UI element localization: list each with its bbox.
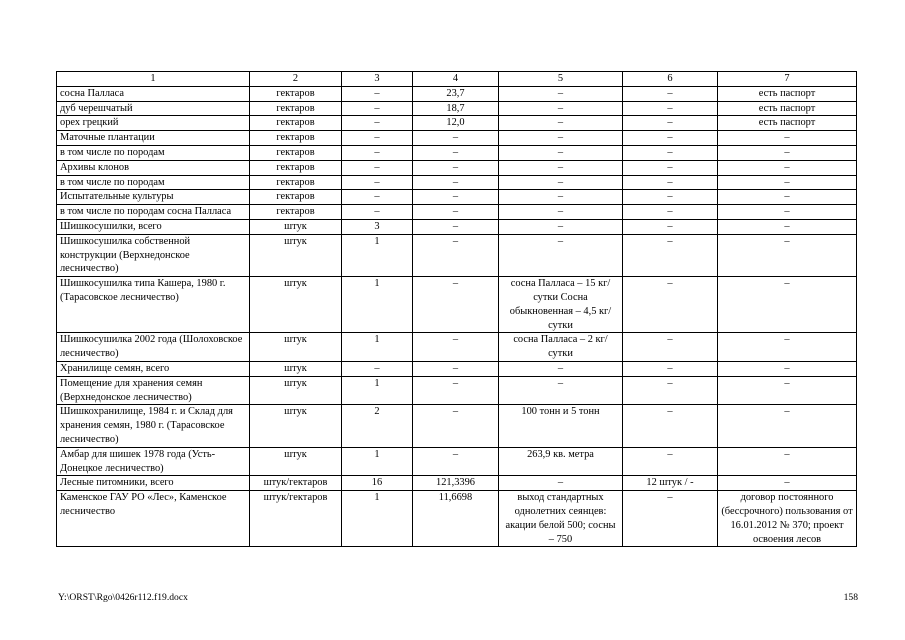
- table-row: [57, 205, 857, 220]
- table-cell: –: [718, 175, 857, 190]
- table-cell: Шишкосушилка собственной конструкции (Верхнедонское лесничество): [57, 234, 250, 276]
- table-cell: 121,3396: [413, 476, 499, 491]
- table-cell: гектаров: [250, 116, 342, 131]
- table-cell: 1: [342, 491, 413, 547]
- table-cell: 263,9 кв. метра: [499, 447, 623, 476]
- table-cell: дуб черешчатый: [57, 101, 250, 116]
- table-cell: в том числе по породам: [57, 175, 250, 190]
- table-cell: –: [623, 160, 718, 175]
- table-row: [57, 234, 857, 276]
- table-cell: Помещение для хранения семян (Верхнедонское лесничество): [57, 376, 250, 405]
- table-cell: 1: [342, 447, 413, 476]
- table-cell: –: [623, 116, 718, 131]
- table-cell: выход стандартных однолетних сеянцев: акации белой 500; сосны – 750: [499, 491, 623, 547]
- table-cell: –: [499, 476, 623, 491]
- table-cell: Амбар для шишек 1978 года (Усть-Донецкое лесничество): [57, 447, 250, 476]
- table-cell: –: [718, 145, 857, 160]
- table-row: [57, 491, 857, 547]
- table-cell: –: [718, 405, 857, 447]
- table-cell: –: [718, 219, 857, 234]
- table-cell: –: [623, 145, 718, 160]
- table-cell: гектаров: [250, 190, 342, 205]
- table-row: [57, 219, 857, 234]
- table-row: [57, 101, 857, 116]
- table-cell: –: [499, 145, 623, 160]
- table-cell: –: [718, 131, 857, 146]
- table-cell: –: [413, 160, 499, 175]
- table-cell: штук: [250, 333, 342, 362]
- table-cell: 16: [342, 476, 413, 491]
- table-row: [57, 131, 857, 146]
- table-row: [57, 376, 857, 405]
- table-cell: –: [499, 160, 623, 175]
- table-cell: –: [499, 101, 623, 116]
- table-cell: –: [499, 376, 623, 405]
- table-cell: –: [499, 219, 623, 234]
- table-cell: –: [413, 234, 499, 276]
- table-cell: –: [342, 175, 413, 190]
- table-cell: –: [342, 116, 413, 131]
- table-cell: штук: [250, 219, 342, 234]
- table-cell: Хранилище семян, всего: [57, 361, 250, 376]
- table-row: [57, 405, 857, 447]
- table-cell: в том числе по породам сосна Палласа: [57, 205, 250, 220]
- header-cell: 7: [718, 72, 857, 87]
- table-cell: –: [623, 86, 718, 101]
- table-cell: гектаров: [250, 86, 342, 101]
- table-cell: –: [413, 205, 499, 220]
- table-row: [57, 86, 857, 101]
- table-cell: –: [623, 190, 718, 205]
- table-cell: –: [342, 86, 413, 101]
- table-row: [57, 116, 857, 131]
- table-cell: –: [623, 333, 718, 362]
- table-row: [57, 175, 857, 190]
- table-cell: гектаров: [250, 101, 342, 116]
- table-cell: в том числе по породам: [57, 145, 250, 160]
- table-cell: –: [499, 190, 623, 205]
- table-cell: –: [623, 234, 718, 276]
- table-cell: –: [499, 205, 623, 220]
- table-cell: –: [623, 491, 718, 547]
- table-cell: –: [499, 361, 623, 376]
- table-cell: –: [499, 131, 623, 146]
- table-cell: 1: [342, 376, 413, 405]
- table-cell: –: [623, 219, 718, 234]
- table-cell: гектаров: [250, 131, 342, 146]
- table-body: [57, 72, 857, 547]
- table-cell: Шишкосушилки, всего: [57, 219, 250, 234]
- table-cell: –: [413, 131, 499, 146]
- table-cell: –: [342, 145, 413, 160]
- table-header-row: [57, 72, 857, 87]
- table-cell: –: [342, 361, 413, 376]
- table-cell: штук: [250, 234, 342, 276]
- table-cell: –: [342, 160, 413, 175]
- table-cell: –: [623, 131, 718, 146]
- header-cell: 4: [413, 72, 499, 87]
- table-cell: –: [718, 205, 857, 220]
- table-cell: договор постоянного (бессрочного) пользования от 16.01.2012 № 370; проект освоения лесов: [718, 491, 857, 547]
- table-cell: сосна Палласа – 15 кг/сутки Сосна обыкновенная – 4,5 кг/сутки: [499, 277, 623, 333]
- table-row: [57, 476, 857, 491]
- table-cell: –: [413, 361, 499, 376]
- table-row: [57, 160, 857, 175]
- table-cell: Шишкосушилка типа Кашера, 1980 г. (Тарасовское лесничество): [57, 277, 250, 333]
- header-cell: 5: [499, 72, 623, 87]
- table-row: [57, 447, 857, 476]
- table-cell: –: [718, 376, 857, 405]
- table-cell: орех грецкий: [57, 116, 250, 131]
- table-cell: есть паспорт: [718, 86, 857, 101]
- table-cell: –: [342, 101, 413, 116]
- table-cell: штук: [250, 277, 342, 333]
- table-cell: есть паспорт: [718, 116, 857, 131]
- table-cell: –: [623, 376, 718, 405]
- table-row: [57, 277, 857, 333]
- table-cell: 12,0: [413, 116, 499, 131]
- table-cell: Шишкосушилка 2002 года (Шолоховское лесничество): [57, 333, 250, 362]
- table-cell: –: [342, 131, 413, 146]
- table-cell: 1: [342, 234, 413, 276]
- table-cell: –: [413, 145, 499, 160]
- footer-file-path: Y:\ORST\Rgo\0426r112.f19.docx: [58, 592, 188, 603]
- table-cell: сосна Палласа: [57, 86, 250, 101]
- header-cell: 2: [250, 72, 342, 87]
- table-cell: –: [718, 476, 857, 491]
- table-cell: –: [413, 277, 499, 333]
- table-cell: гектаров: [250, 205, 342, 220]
- table-cell: штук: [250, 361, 342, 376]
- table-cell: –: [718, 190, 857, 205]
- table-cell: –: [413, 175, 499, 190]
- table-cell: –: [499, 234, 623, 276]
- table-cell: –: [623, 205, 718, 220]
- table-cell: –: [413, 333, 499, 362]
- table-cell: Лесные питомники, всего: [57, 476, 250, 491]
- table-cell: Архивы клонов: [57, 160, 250, 175]
- table-cell: –: [499, 116, 623, 131]
- table-cell: Каменское ГАУ РО «Лес», Каменское лесничество: [57, 491, 250, 547]
- table-cell: штук: [250, 405, 342, 447]
- table-cell: –: [718, 361, 857, 376]
- table-cell: штук: [250, 376, 342, 405]
- table-row: [57, 361, 857, 376]
- table-cell: –: [413, 447, 499, 476]
- table-cell: Испытательные культуры: [57, 190, 250, 205]
- table-row: [57, 190, 857, 205]
- table-cell: –: [342, 190, 413, 205]
- header-cell: 3: [342, 72, 413, 87]
- table-cell: –: [623, 175, 718, 190]
- table-cell: штук/гектаров: [250, 491, 342, 547]
- table-cell: гектаров: [250, 145, 342, 160]
- table-cell: штук: [250, 447, 342, 476]
- table-cell: –: [718, 234, 857, 276]
- table-cell: 3: [342, 219, 413, 234]
- table-cell: Шишкохранилище, 1984 г. и Склад для хранения семян, 1980 г. (Тарасовское лесничество): [57, 405, 250, 447]
- table-cell: –: [623, 101, 718, 116]
- table-cell: –: [718, 333, 857, 362]
- table-cell: –: [623, 447, 718, 476]
- table-cell: –: [413, 219, 499, 234]
- header-cell: 1: [57, 72, 250, 87]
- table-cell: –: [413, 190, 499, 205]
- table-cell: –: [623, 361, 718, 376]
- table-cell: 1: [342, 333, 413, 362]
- table-cell: Маточные плантации: [57, 131, 250, 146]
- footer-page-number: 158: [843, 592, 858, 603]
- table-cell: –: [342, 205, 413, 220]
- table-cell: штук/гектаров: [250, 476, 342, 491]
- table-cell: гектаров: [250, 160, 342, 175]
- table-cell: есть паспорт: [718, 101, 857, 116]
- table-cell: гектаров: [250, 175, 342, 190]
- table-cell: –: [413, 405, 499, 447]
- table-cell: –: [718, 447, 857, 476]
- table-cell: 100 тонн и 5 тонн: [499, 405, 623, 447]
- table-cell: сосна Палласа – 2 кг/сутки: [499, 333, 623, 362]
- table-cell: 11,6698: [413, 491, 499, 547]
- table-cell: 18,7: [413, 101, 499, 116]
- table-cell: 12 штук / -: [623, 476, 718, 491]
- table-row: [57, 333, 857, 362]
- table-cell: 1: [342, 277, 413, 333]
- table-cell: –: [499, 86, 623, 101]
- table-cell: 23,7: [413, 86, 499, 101]
- header-cell: 6: [623, 72, 718, 87]
- data-table: [56, 71, 857, 547]
- table-cell: –: [718, 160, 857, 175]
- table-cell: 2: [342, 405, 413, 447]
- table-cell: –: [623, 405, 718, 447]
- table-cell: –: [499, 175, 623, 190]
- table-cell: –: [718, 277, 857, 333]
- table-cell: –: [623, 277, 718, 333]
- table-cell: –: [413, 376, 499, 405]
- table-row: [57, 145, 857, 160]
